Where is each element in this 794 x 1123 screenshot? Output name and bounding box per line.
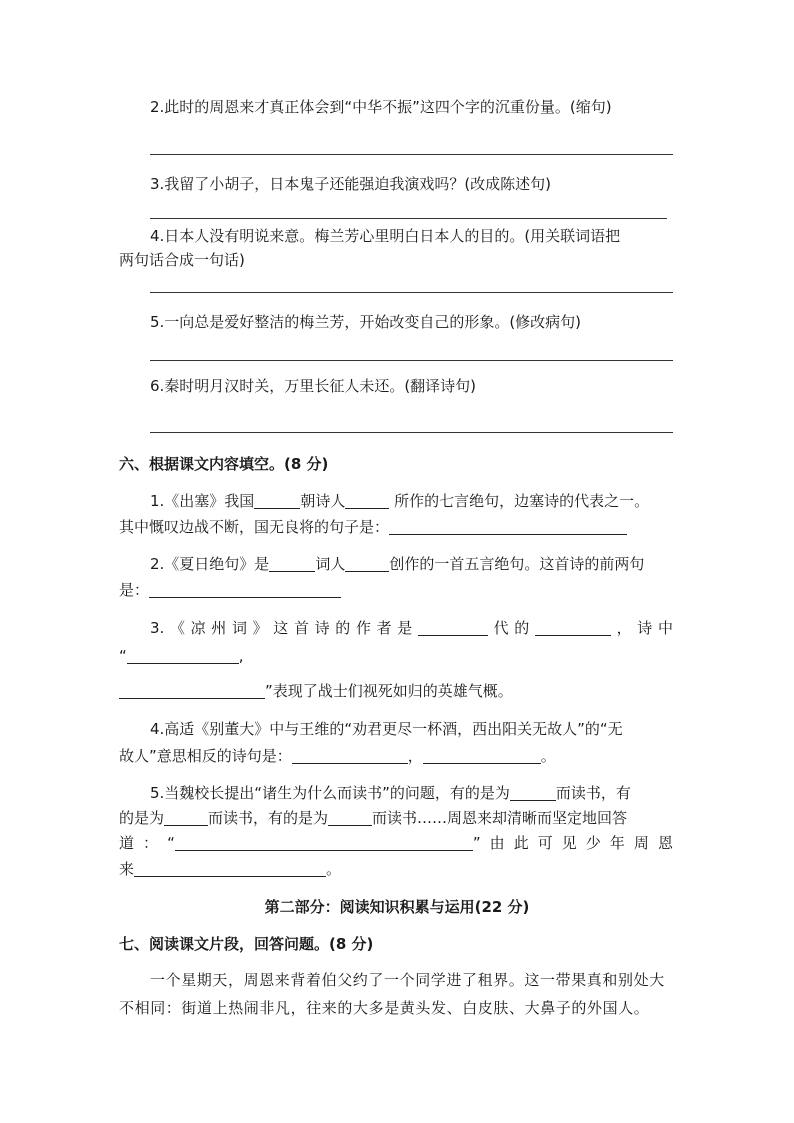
question-6-text: 6.秦时明月汉时关，万里长征人未还。(翻译诗句) <box>150 377 477 395</box>
section-6-title-text: 六、根据课文内容填空。(8 分) <box>119 455 329 473</box>
blank-verse[interactable] <box>119 682 265 699</box>
fill-item-4-line-2 <box>119 746 556 766</box>
blank-verse[interactable] <box>389 518 627 535</box>
fill-item-5-text-c: 的是为 <box>119 809 165 827</box>
fill-item-3-line-3 <box>119 681 513 701</box>
fill-item-5-text-d: 而读书，有的是为 <box>208 809 329 827</box>
fill-item-4-text-d: 。 <box>540 747 556 765</box>
blank-reason[interactable] <box>510 784 556 801</box>
blank-dynasty[interactable] <box>254 492 300 509</box>
blank-poet[interactable] <box>345 492 389 509</box>
answer-line-3[interactable] <box>150 218 667 219</box>
answer-line-2[interactable] <box>150 154 673 155</box>
answer-line-6[interactable] <box>150 432 673 433</box>
fill-item-5-line-1 <box>150 783 631 803</box>
question-4-line-1 <box>150 226 620 246</box>
fill-item-2-text-b: 词人 <box>315 555 346 573</box>
fill-item-5-text-f: 道：“ <box>119 834 175 852</box>
blank-verse[interactable] <box>423 747 541 764</box>
fill-item-4-line-1 <box>150 719 623 739</box>
fill-item-2-text-d: 是： <box>119 581 150 599</box>
fill-item-5-line-2 <box>119 808 627 828</box>
passage-text-1: 一个星期天，周恩来背着伯父约了一个同学进了租界。这一带果真和别处大 <box>150 971 665 989</box>
section-7-title-text: 七、阅读课文片段，回答问题。(8 分) <box>119 935 374 953</box>
fill-item-2-text-a: 2.《夏日绝句》是 <box>150 555 270 573</box>
blank-dynasty[interactable] <box>269 555 315 572</box>
blank-dynasty[interactable] <box>418 619 488 636</box>
fill-item-1-line-2 <box>119 517 627 537</box>
question-3 <box>150 174 551 194</box>
fill-item-1-text-b: 朝诗人 <box>300 492 346 510</box>
blank-answer[interactable] <box>175 834 473 851</box>
fill-item-3-line-1 <box>150 618 673 638</box>
fill-item-5-line-3 <box>119 833 673 853</box>
passage-text-2: 不相同：街道上热闹非凡，往来的大多是黄头发、白皮肤、大鼻子的外国人。 <box>119 999 650 1017</box>
fill-item-2-line-2 <box>119 580 341 600</box>
fill-item-3-text-e: , <box>238 647 244 665</box>
blank-poet[interactable] <box>535 619 611 636</box>
fill-item-5-line-4 <box>119 859 341 879</box>
fill-item-2-text-c: 创作的一首五言绝句。这首诗的前两句 <box>389 555 645 573</box>
fill-item-1-line-1 <box>150 491 649 511</box>
part-2-title-text: 第二部分：阅读知识积累与运用(22 分) <box>264 898 530 916</box>
fill-item-5-text-g: ”由此可见少年周恩 <box>472 834 673 852</box>
fill-item-5-text-b: 而读书，有 <box>555 784 631 802</box>
blank-reason[interactable] <box>328 809 372 826</box>
blank-reason[interactable] <box>164 809 208 826</box>
section-7-title <box>119 934 373 954</box>
question-4-text-1: 4.日本人没有明说来意。梅兰芳心里明白日本人的目的。(用关联词语把 <box>150 227 621 245</box>
blank-verse[interactable] <box>149 581 341 598</box>
section-6-title <box>119 454 328 474</box>
question-4-text-2: 两句话合成一句话) <box>119 251 245 269</box>
passage-line-1 <box>150 970 665 990</box>
blank-verse[interactable] <box>127 647 239 664</box>
fill-item-1-text-d: 其中慨叹边战不断，国无良将的句子是： <box>119 518 390 536</box>
fill-item-3-text-a: 3.《凉州词》这首诗的作者是 <box>150 619 418 637</box>
part-2-title <box>0 897 794 917</box>
fill-item-4-text-c: ， <box>407 747 423 765</box>
question-5 <box>150 312 581 332</box>
fill-item-3-text-b: 代的 <box>487 619 535 637</box>
fill-item-4-text-a: 4.高适《别董大》中与王维的“劝君更尽一杯酒，西出阳关无故人”的“无 <box>150 720 623 738</box>
blank-answer[interactable] <box>134 860 326 877</box>
fill-item-2-line-1 <box>150 554 644 574</box>
fill-item-1-text-c: 所作的七言绝句，边塞诗的代表之一。 <box>389 492 650 510</box>
fill-item-3-text-f: ”表现了战士们视死如归的英雄气概。 <box>265 682 513 700</box>
answer-line-5[interactable] <box>150 360 673 361</box>
question-4-line-2 <box>119 250 245 270</box>
fill-item-5-text-h: 来 <box>119 860 135 878</box>
fill-item-3-text-d: “ <box>119 647 127 665</box>
question-3-text: 3.我留了小胡子，日本鬼子还能强迫我演戏吗？(改成陈述句) <box>150 175 552 193</box>
fill-item-1-text-a: 1.《出塞》我国 <box>150 492 255 510</box>
question-2 <box>150 97 612 117</box>
question-2-text: 2.此时的周恩来才真正体会到“中华不振”这四个字的沉重份量。(缩句) <box>150 98 612 116</box>
fill-item-5-text-i: 。 <box>326 860 342 878</box>
fill-item-3-text-c: ，诗中 <box>610 619 673 637</box>
fill-item-5-text-e: 而读书……周恩来却清晰而坚定地回答 <box>372 809 628 827</box>
fill-item-4-text-b: 故人”意思相反的诗句是： <box>119 747 292 765</box>
blank-verse[interactable] <box>292 747 408 764</box>
fill-item-3-line-2 <box>119 646 244 666</box>
answer-line-4[interactable] <box>150 292 673 293</box>
passage-line-2 <box>119 998 649 1018</box>
question-5-text: 5.一向总是爱好整洁的梅兰芳，开始改变自己的形象。(修改病句) <box>150 313 582 331</box>
fill-item-5-text-a: 5.当魏校长提出“诸生为什么而读书”的问题，有的是为 <box>150 784 510 802</box>
blank-poet[interactable] <box>345 555 389 572</box>
question-6 <box>150 376 476 396</box>
